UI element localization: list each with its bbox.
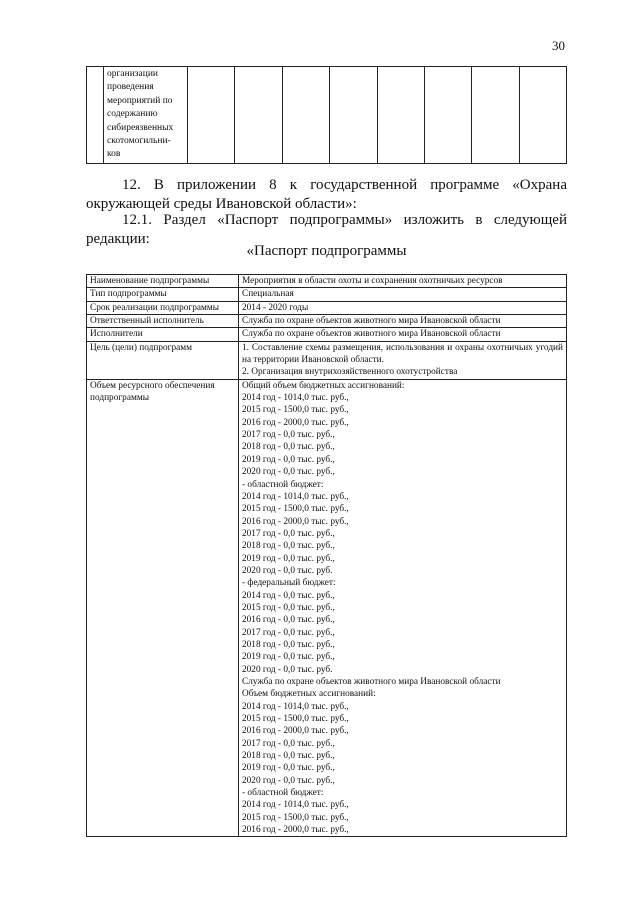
table-row	[87, 288, 567, 301]
finance-line: 2018 год - 0,0 тыс. руб.,	[242, 442, 335, 453]
cell-text-line: содержанию	[107, 109, 158, 120]
table-row	[87, 315, 567, 328]
finance-line: 2018 год - 0,0 тыс. руб.,	[242, 541, 335, 552]
finance-line: 2014 год - 1014,0 тыс. руб.,	[242, 491, 349, 502]
row-value	[239, 379, 567, 837]
finance-line: 2020 год - 0,0 тыс. руб.	[242, 565, 333, 576]
table-cell-empty	[519, 67, 566, 164]
finance-line: 2017 год - 0,0 тыс. руб.,	[242, 738, 335, 749]
table-row	[87, 301, 567, 314]
cell-text-line: ков	[107, 149, 121, 160]
table-row	[87, 67, 567, 164]
row-label: Объем ресурсного обеспечения подпрограммы	[87, 379, 239, 837]
row-value: Служба по охране объектов животного мира Ивановской области	[239, 328, 567, 341]
table-cell-empty	[472, 67, 519, 164]
finance-line: 2019 год - 0,0 тыс. руб.,	[242, 763, 335, 774]
finance-line: - федеральный бюджет:	[242, 578, 336, 589]
row-value: Специальная	[239, 288, 567, 301]
finance-line: 2015 год - 1500,0 тыс. руб.,	[242, 405, 349, 416]
table-cell-empty	[377, 67, 424, 164]
finance-line: 2014 год - 1014,0 тыс. руб.,	[242, 701, 349, 712]
row-label: Наименование подпрограммы	[87, 275, 239, 288]
row-label: Исполнители	[87, 328, 239, 341]
finance-line: 2019 год - 0,0 тыс. руб.,	[242, 454, 335, 465]
row-value	[239, 341, 567, 379]
row-label: Ответственный исполнитель	[87, 315, 239, 328]
goal-line: 1. Составление схемы размещения, использования и охраны охотничьих угодий на территории Ивановской области.	[242, 342, 563, 366]
finance-line: 2020 год - 0,0 тыс. руб.,	[242, 775, 335, 786]
row-label: Срок реализации подпрограммы	[87, 301, 239, 314]
finance-line: 2019 год - 0,0 тыс. руб.,	[242, 652, 335, 663]
row-value: Служба по охране объектов животного мира Ивановской области	[239, 315, 567, 328]
finance-line: 2016 год - 0,0 тыс. руб.,	[242, 615, 335, 626]
table-row	[87, 275, 567, 288]
table-cell-empty	[188, 67, 235, 164]
table-row	[87, 328, 567, 341]
finance-line: Объем бюджетных ассигнований:	[242, 689, 376, 700]
row-value: Мероприятия в области охоты и сохранения охотничьих ресурсов	[239, 275, 567, 288]
table-cell-empty	[235, 67, 282, 164]
table-cell-empty	[87, 67, 104, 164]
finance-line: Служба по охране объектов животного мира Ивановской области	[242, 677, 501, 687]
cell-text-line: проведения	[107, 82, 154, 93]
cell-text-line: скотомогильни-	[107, 136, 171, 147]
row-label: Цель (цели) подпрограмм	[87, 341, 239, 379]
finance-line: 2017 год - 0,0 тыс. руб.,	[242, 627, 335, 638]
table-cell-empty	[330, 67, 377, 164]
finance-line: 2017 год - 0,0 тыс. руб.,	[242, 528, 335, 539]
finance-line: - областной бюджет:	[242, 788, 324, 799]
continued-table	[86, 66, 567, 164]
finance-line: 2014 год - 0,0 тыс. руб.,	[242, 590, 335, 601]
finance-line: 2014 год - 1014,0 тыс. руб.,	[242, 393, 349, 404]
finance-line: 2015 год - 1500,0 тыс. руб.,	[242, 714, 349, 725]
table-cell-text	[104, 67, 188, 164]
finance-line: 2018 год - 0,0 тыс. руб.,	[242, 751, 335, 762]
row-label: Тип подпрограммы	[87, 288, 239, 301]
finance-line: 2020 год - 0,0 тыс. руб.,	[242, 467, 335, 478]
finance-line: 2015 год - 1500,0 тыс. руб.,	[242, 812, 349, 823]
table-row-finance	[87, 379, 567, 837]
table-row-goal	[87, 341, 567, 379]
cell-text-lines	[107, 68, 187, 162]
finance-line: 2015 год - 0,0 тыс. руб.,	[242, 602, 335, 613]
goal-line: 2. Организация внутрихозяйственного охотустройства	[242, 367, 458, 378]
table-cell-empty	[424, 67, 471, 164]
finance-line: - областной бюджет:	[242, 479, 324, 490]
finance-line: Общий объем бюджетных ассигнований:	[242, 380, 405, 391]
paragraph-12: 12. В приложении 8 к государственной программе «Охрана окружающей среды Ивановской области»:	[86, 177, 567, 212]
finance-line: 2014 год - 1014,0 тыс. руб.,	[242, 800, 349, 811]
finance-line: 2016 год - 2000,0 тыс. руб.,	[242, 726, 349, 737]
finance-line: 2017 год - 0,0 тыс. руб.,	[242, 430, 335, 441]
finance-line: 2016 год - 2000,0 тыс. руб.,	[242, 417, 349, 428]
paragraph-12-1: 12.1. Раздел «Паспорт подпрограммы» изложить в следующей редакции:	[86, 212, 567, 247]
finance-line: 2019 год - 0,0 тыс. руб.,	[242, 553, 335, 564]
passport-table-body	[87, 275, 567, 837]
finance-line: 2016 год - 2000,0 тыс. руб.,	[242, 516, 349, 527]
cell-text-line: организации	[107, 69, 159, 79]
finance-line: 2016 год - 2000,0 тыс. руб.,	[242, 825, 349, 836]
finance-line: 2020 год - 0,0 тыс. руб.	[242, 664, 333, 675]
finance-line: 2018 год - 0,0 тыс. руб.,	[242, 639, 335, 650]
table-cell-empty	[282, 67, 329, 164]
passport-table	[86, 274, 567, 837]
finance-line: 2015 год - 1500,0 тыс. руб.,	[242, 504, 349, 515]
page-number: 30	[552, 38, 565, 53]
cell-text-line: мероприятий по	[107, 95, 173, 106]
row-value: 2014 - 2020 годы	[239, 301, 567, 314]
passport-title: «Паспорт подпрограммы	[246, 243, 407, 259]
cell-text-line: сибиреязвенных	[107, 122, 174, 133]
